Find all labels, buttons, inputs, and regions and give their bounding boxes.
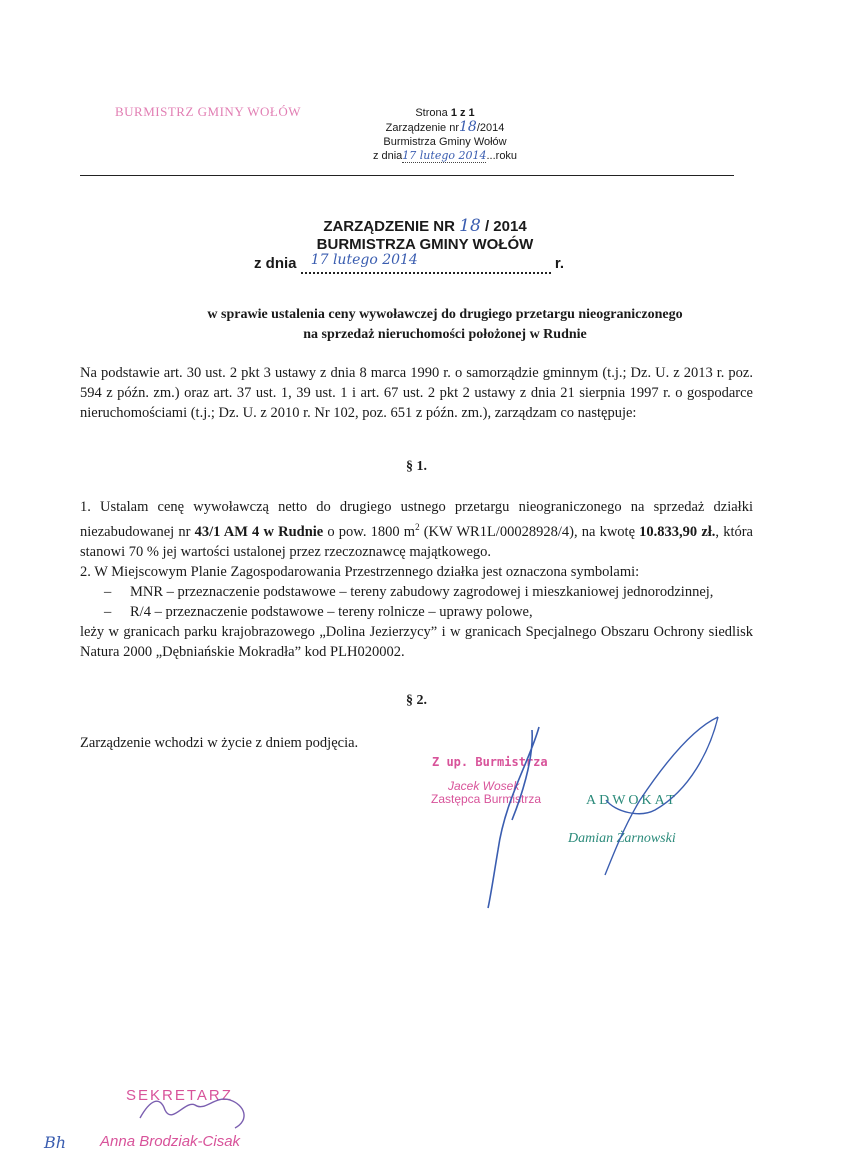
page-number: 1 z 1 (450, 107, 475, 119)
subject-line-2: na sprzedaż nieruchomości położonej w Rudnie (303, 327, 587, 342)
title-date-field (301, 252, 551, 274)
list-item (80, 602, 753, 622)
stamp-burmistrz: BURMISTRZ GMINY WOŁÓW (115, 104, 301, 119)
list-item-text: MNR – przeznaczenie podstawowe – tereny zabudowy zagrodowej i mieszkaniowej jednorodzinnej, (130, 583, 714, 600)
p1-amount: 10.833,90 zł. (639, 523, 716, 540)
stamp-adwokat-name: Damian Żarnowski (568, 831, 676, 846)
ref-suffix: /2014 (476, 122, 505, 134)
ref-number: 18 (459, 119, 477, 135)
ref-prefix: Zarządzenie nr (385, 122, 459, 134)
stamp-signatory-role: Zastępca Burmistrza (431, 792, 542, 806)
title-prefix: ZARZĄDZENIE NR (323, 218, 455, 235)
stamp-authorization: Z up. Burmistrza (432, 755, 548, 769)
list-item-text: R/4 – przeznaczenie podstawowe – tereny rolnicze – uprawy polowe, (130, 603, 533, 620)
stamp-signatory-name: Jacek Wosek (448, 779, 520, 793)
title-date-value: 17 lutego 2014 (310, 252, 418, 268)
ref-date-line (300, 149, 590, 163)
list-dash: – (104, 603, 112, 620)
list-item (80, 582, 753, 602)
section-1-heading: § 1. (406, 459, 427, 474)
ref-issuer: Burmistrza Gminy Wołów (383, 136, 507, 148)
section-2-heading: § 2. (406, 693, 427, 708)
title-number: 18 (459, 216, 481, 236)
section-1-body (80, 497, 753, 662)
header-reference (300, 106, 590, 163)
page-label: Strona (415, 107, 448, 119)
header-divider (80, 175, 734, 176)
title-date-suffix: r. (554, 255, 565, 272)
ref-number-line (300, 120, 590, 135)
p1-parcel: 43/1 AM 4 w Rudnie (194, 523, 324, 540)
p1-text-c: (KW WR1L/00028928/4), na kwotę (419, 523, 640, 540)
ref-date-value: 17 lutego 2014 (402, 149, 487, 162)
preamble-paragraph: Na podstawie art. 30 ust. 2 pkt 3 ustawy z dnia 8 marca 1990 r. o samorządzie gminnym (t.j.; Dz. U. z 2013 r. poz. 594 z późn. zm.) oraz art. 37 ust. 1, 39 ust. 1 i art. 67 ust. 2 pkt 2 ustawy z dnia 21 sierpnia 1997 r. o gospodarce nieruchomościami (t.j.; Dz. U. z 2010 r. Nr 102, poz. 651 z późn. zm.), zarządzam co następuje: (80, 365, 753, 421)
subject-line-1: w sprawie ustalenia ceny wywoławczej do drugiego przetargu nieograniczonego (207, 307, 683, 322)
ref-date-suffix-text: roku (495, 150, 518, 162)
section-1-point-1 (80, 497, 753, 562)
stamp-adwokat: ADWOKAT (586, 793, 678, 808)
section-1-location: leży w granicach parku krajobrazowego „Dolina Jezierzycy” i w granicach Specjalnego Obszaru Ochrony siedlisk Natura 2000 „Dębniańskie Mokradła” kod PLH020002. (80, 623, 753, 660)
stamp-sekretarz: SEKRETARZ (126, 1087, 233, 1104)
title-date-prefix: z dnia (254, 255, 297, 272)
section-2-body: Zarządzenie wchodzi w życie z dniem podjęcia. (80, 735, 359, 751)
title-suffix: / 2014 (484, 218, 527, 235)
ref-date-suffix: ... (486, 150, 496, 162)
ref-date-prefix: z dnia (372, 150, 403, 162)
section-1-point-2: 2. W Miejscowym Planie Zagospodarowania Przestrzennego działka jest oznaczona symbolami: (80, 563, 640, 580)
p1-sup: 2 (415, 522, 420, 532)
title-date-line (254, 252, 565, 274)
p1-text-d: , która stanowi 70 % jej wartości ustalonej przez rzeczoznawcę majątkowego. (80, 523, 753, 560)
list-dash: – (104, 583, 112, 600)
handwritten-initials: Bh (44, 1133, 67, 1152)
title-line-2: BURMISTRZA GMINY WOŁÓW (316, 236, 534, 253)
title-line-1 (200, 217, 650, 236)
p1-text-b: o pow. 1800 m (323, 523, 416, 540)
document-subject (80, 305, 810, 345)
document-title (200, 217, 650, 254)
page-indicator (300, 106, 590, 120)
p1-text-a: 1. Ustalam cenę wywoławczą netto do drugiego ustnego przetargu nieograniczonego na sprzedaż działki niezabudowanej nr (80, 499, 753, 540)
stamp-sekretarz-name: Anna Brodziak-Cisak (100, 1133, 241, 1150)
